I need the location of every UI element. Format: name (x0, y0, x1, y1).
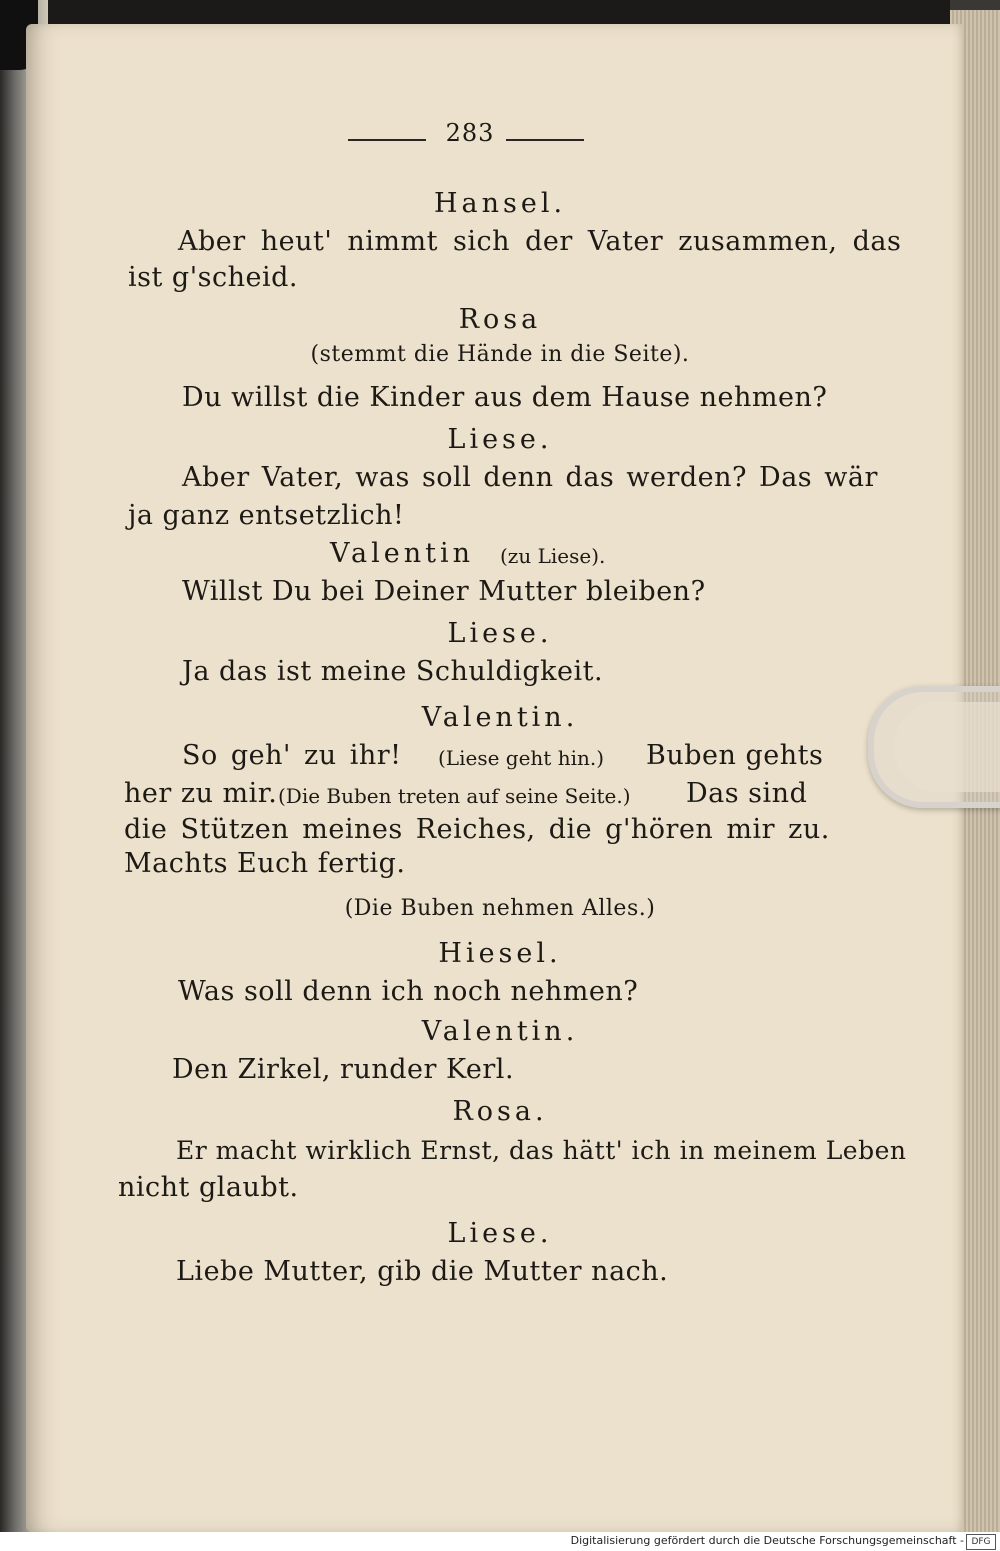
dialogue-line: Aber heut' nimmt sich der Vater zusammen, das (178, 226, 902, 257)
page-clip (868, 686, 1000, 808)
inline-stage-direction: (Die Buben treten auf seine Seite.) (278, 784, 631, 808)
speaker-name: Valentin. (421, 1016, 579, 1047)
dialogue-line: Er macht wirklich Ernst, das hätt' ich in meinem Leben (176, 1136, 907, 1165)
speaker-name: Liese. (447, 424, 553, 455)
dialogue-line: Machts Euch fertig. (124, 848, 406, 879)
stage-direction: (Die Buben nehmen Alles.) (344, 896, 656, 921)
dialogue-line: Willst Du bei Deiner Mutter bleiben? (182, 576, 706, 607)
dialogue-line: Den Zirkel, runder Kerl. (172, 1054, 515, 1085)
dialogue-line: So geh' zu ihr! (182, 740, 402, 771)
dialogue-line: Du willst die Kinder aus dem Hause nehmen? (182, 382, 828, 413)
inline-stage-direction: (Liese geht hin.) (438, 746, 605, 770)
speaker-name: Hansel. (433, 188, 567, 219)
dialogue-line: Das sind (686, 778, 808, 809)
dialogue-line: ja ganz entsetzlich! (128, 500, 405, 531)
stage-direction: (stemmt die Hände in die Seite). (310, 342, 690, 367)
footer-credit: Digitalisierung gefördert durch die Deutsche Forschungsgemeinschaft - (570, 1534, 964, 1547)
speaker-name: Rosa. (452, 1096, 548, 1127)
page-number: 283 (445, 119, 495, 147)
dialogue-line: Liebe Mutter, gib die Mutter nach. (176, 1256, 669, 1287)
speaker-name: Liese. (447, 618, 553, 649)
speaker-stage-note: (zu Liese). (500, 544, 606, 568)
header-rule-left (348, 139, 426, 141)
dialogue-line: nicht glaubt. (118, 1172, 299, 1203)
header-rule-right (506, 139, 584, 141)
speaker-name: Liese. (447, 1218, 553, 1249)
page-clip-inner (894, 702, 1000, 792)
speaker-name: Hiesel. (438, 938, 562, 969)
speaker-name: Valentin. (421, 702, 579, 733)
speaker-name: Valentin (330, 538, 474, 569)
dialogue-line: her zu mir. (124, 778, 278, 809)
dialogue-line: die Stützen meines Reiches, die g'hören mir zu. (124, 814, 830, 845)
dialogue-line: Was soll denn ich noch nehmen? (178, 976, 639, 1007)
dialogue-line: Ja das ist meine Schuldigkeit. (182, 656, 604, 687)
footer-bar (0, 1532, 1000, 1551)
dialogue-line: Aber Vater, was soll denn das werden? Das wär (182, 462, 878, 493)
dialogue-line: ist g'scheid. (128, 262, 298, 293)
speaker-name: Rosa (458, 304, 542, 335)
page-edges-top (950, 0, 1000, 10)
dialogue-line: Buben gehts (646, 740, 824, 771)
dfg-logo-icon: DFG (966, 1534, 996, 1550)
